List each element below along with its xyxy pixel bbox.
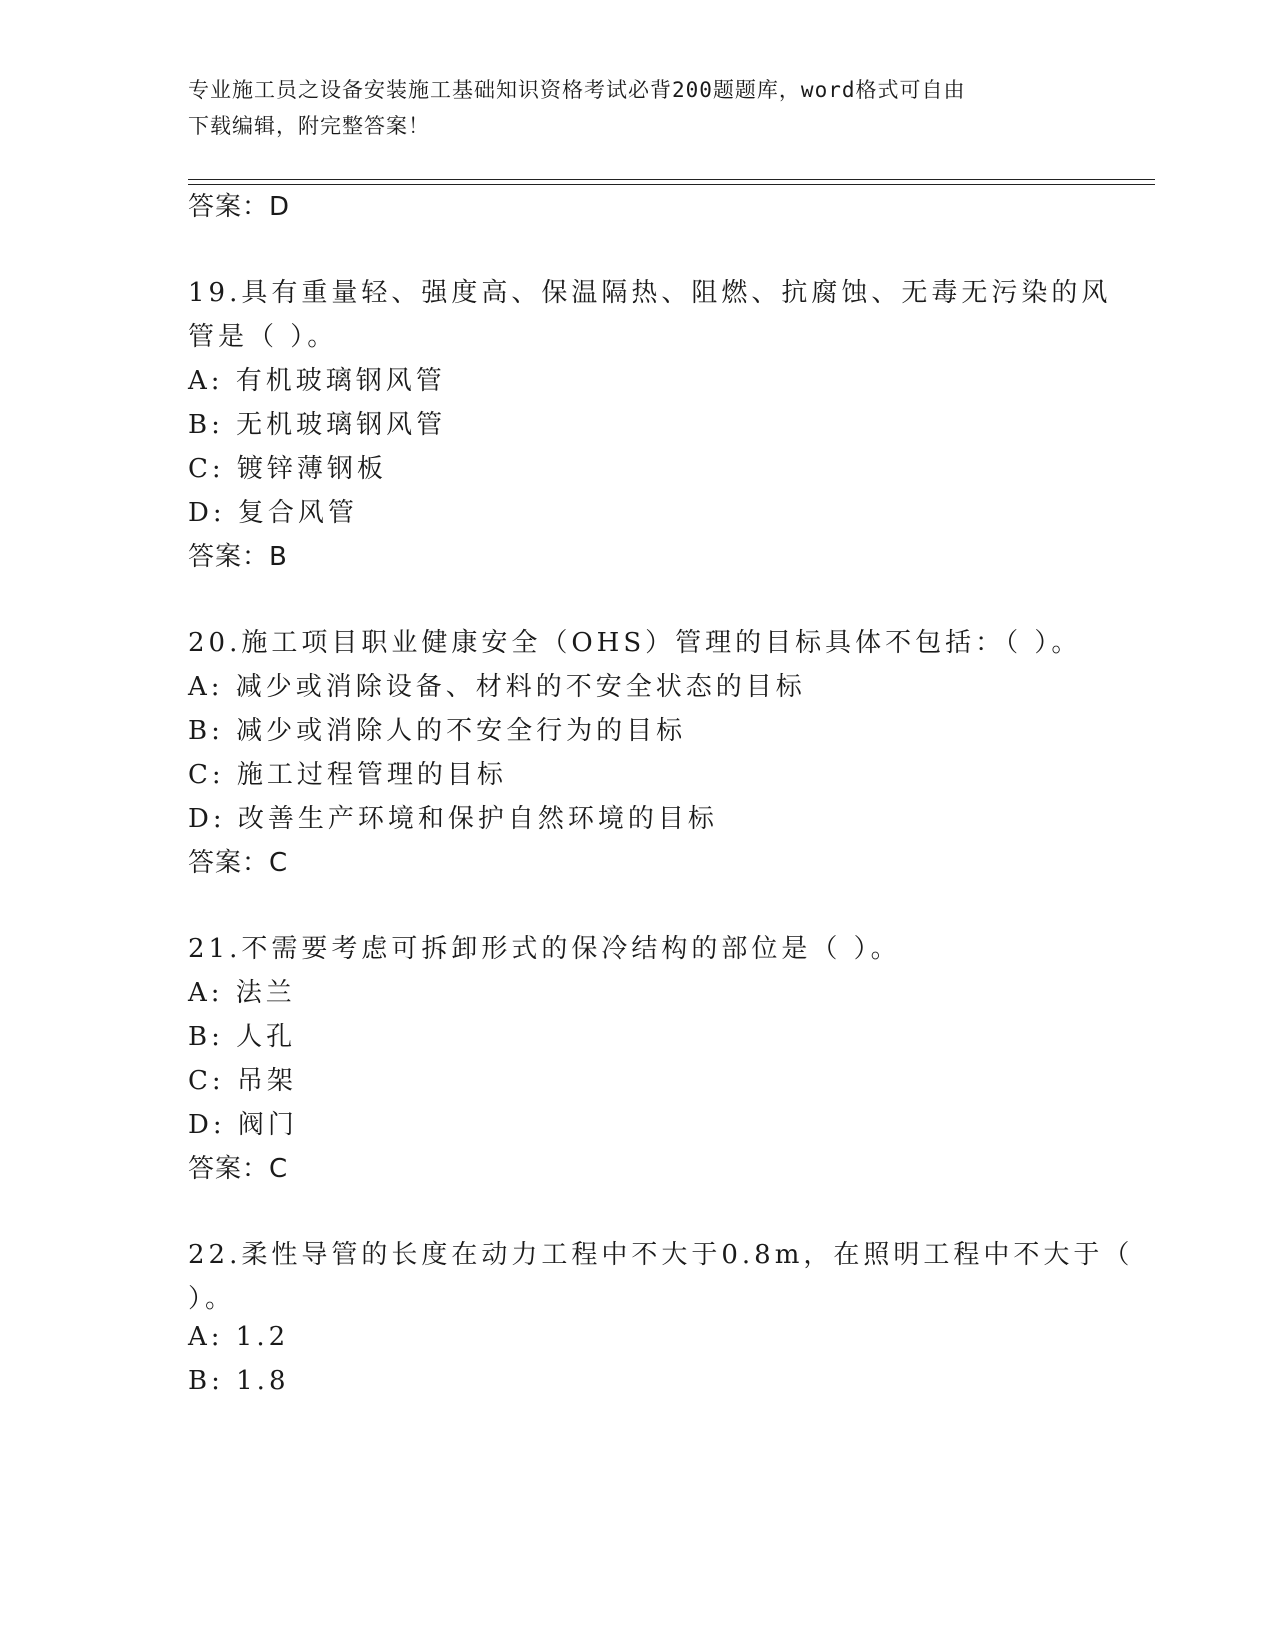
question-22-line-2: ）。: [188, 1284, 236, 1314]
header-line-1: 专业施工员之设备安装施工基础知识资格考试必背200题题库，word格式可自由: [188, 78, 966, 102]
answer-20: 答案：C: [188, 848, 289, 878]
question-19-option-a: A: 有机玻璃钢风管: [188, 366, 446, 396]
header-divider-bottom: [188, 184, 1155, 185]
question-22-line-1: 22.柔性导管的长度在动力工程中不大于0.8m，在照明工程中不大于（: [188, 1240, 1134, 1270]
question-21-option-d: D: 阀门: [188, 1110, 298, 1140]
question-22-option-b: B: 1.8: [188, 1366, 290, 1396]
answer-21: 答案：C: [188, 1154, 289, 1184]
question-21-option-b: B: 人孔: [188, 1022, 297, 1052]
question-19-line-1: 19.具有重量轻、强度高、保温隔热、阻燃、抗腐蚀、无毒无污染的风: [188, 278, 1112, 308]
question-19-option-c: C: 镀锌薄钢板: [188, 454, 387, 484]
document-header: [188, 72, 1088, 144]
question-21-option-c: C: 吊架: [188, 1066, 297, 1096]
question-22-option-a: A: 1.2: [188, 1322, 290, 1352]
question-21-line-1: 21.不需要考虑可拆卸形式的保冷结构的部位是（ ）。: [188, 934, 901, 964]
question-20-line-1: 20.施工项目职业健康安全（OHS）管理的目标具体不包括：（ ）。: [188, 628, 1082, 658]
answer-19: 答案：B: [188, 542, 288, 572]
question-20-option-a: A: 减少或消除设备、材料的不安全状态的目标: [188, 672, 806, 702]
answer-18: 答案：D: [188, 192, 291, 222]
question-20-option-c: C: 施工过程管理的目标: [188, 760, 507, 790]
question-21-option-a: A: 法兰: [188, 978, 296, 1008]
question-20-option-b: B: 减少或消除人的不安全行为的目标: [188, 716, 687, 746]
header-line-2: 下载编辑，附完整答案！: [188, 114, 430, 138]
question-20-option-d: D: 改善生产环境和保护自然环境的目标: [188, 804, 718, 834]
question-19-option-b: B: 无机玻璃钢风管: [188, 410, 447, 440]
question-19-option-d: D: 复合风管: [188, 498, 358, 528]
question-19-line-2: 管是（ ）。: [188, 322, 338, 352]
header-divider-top: [188, 179, 1155, 180]
